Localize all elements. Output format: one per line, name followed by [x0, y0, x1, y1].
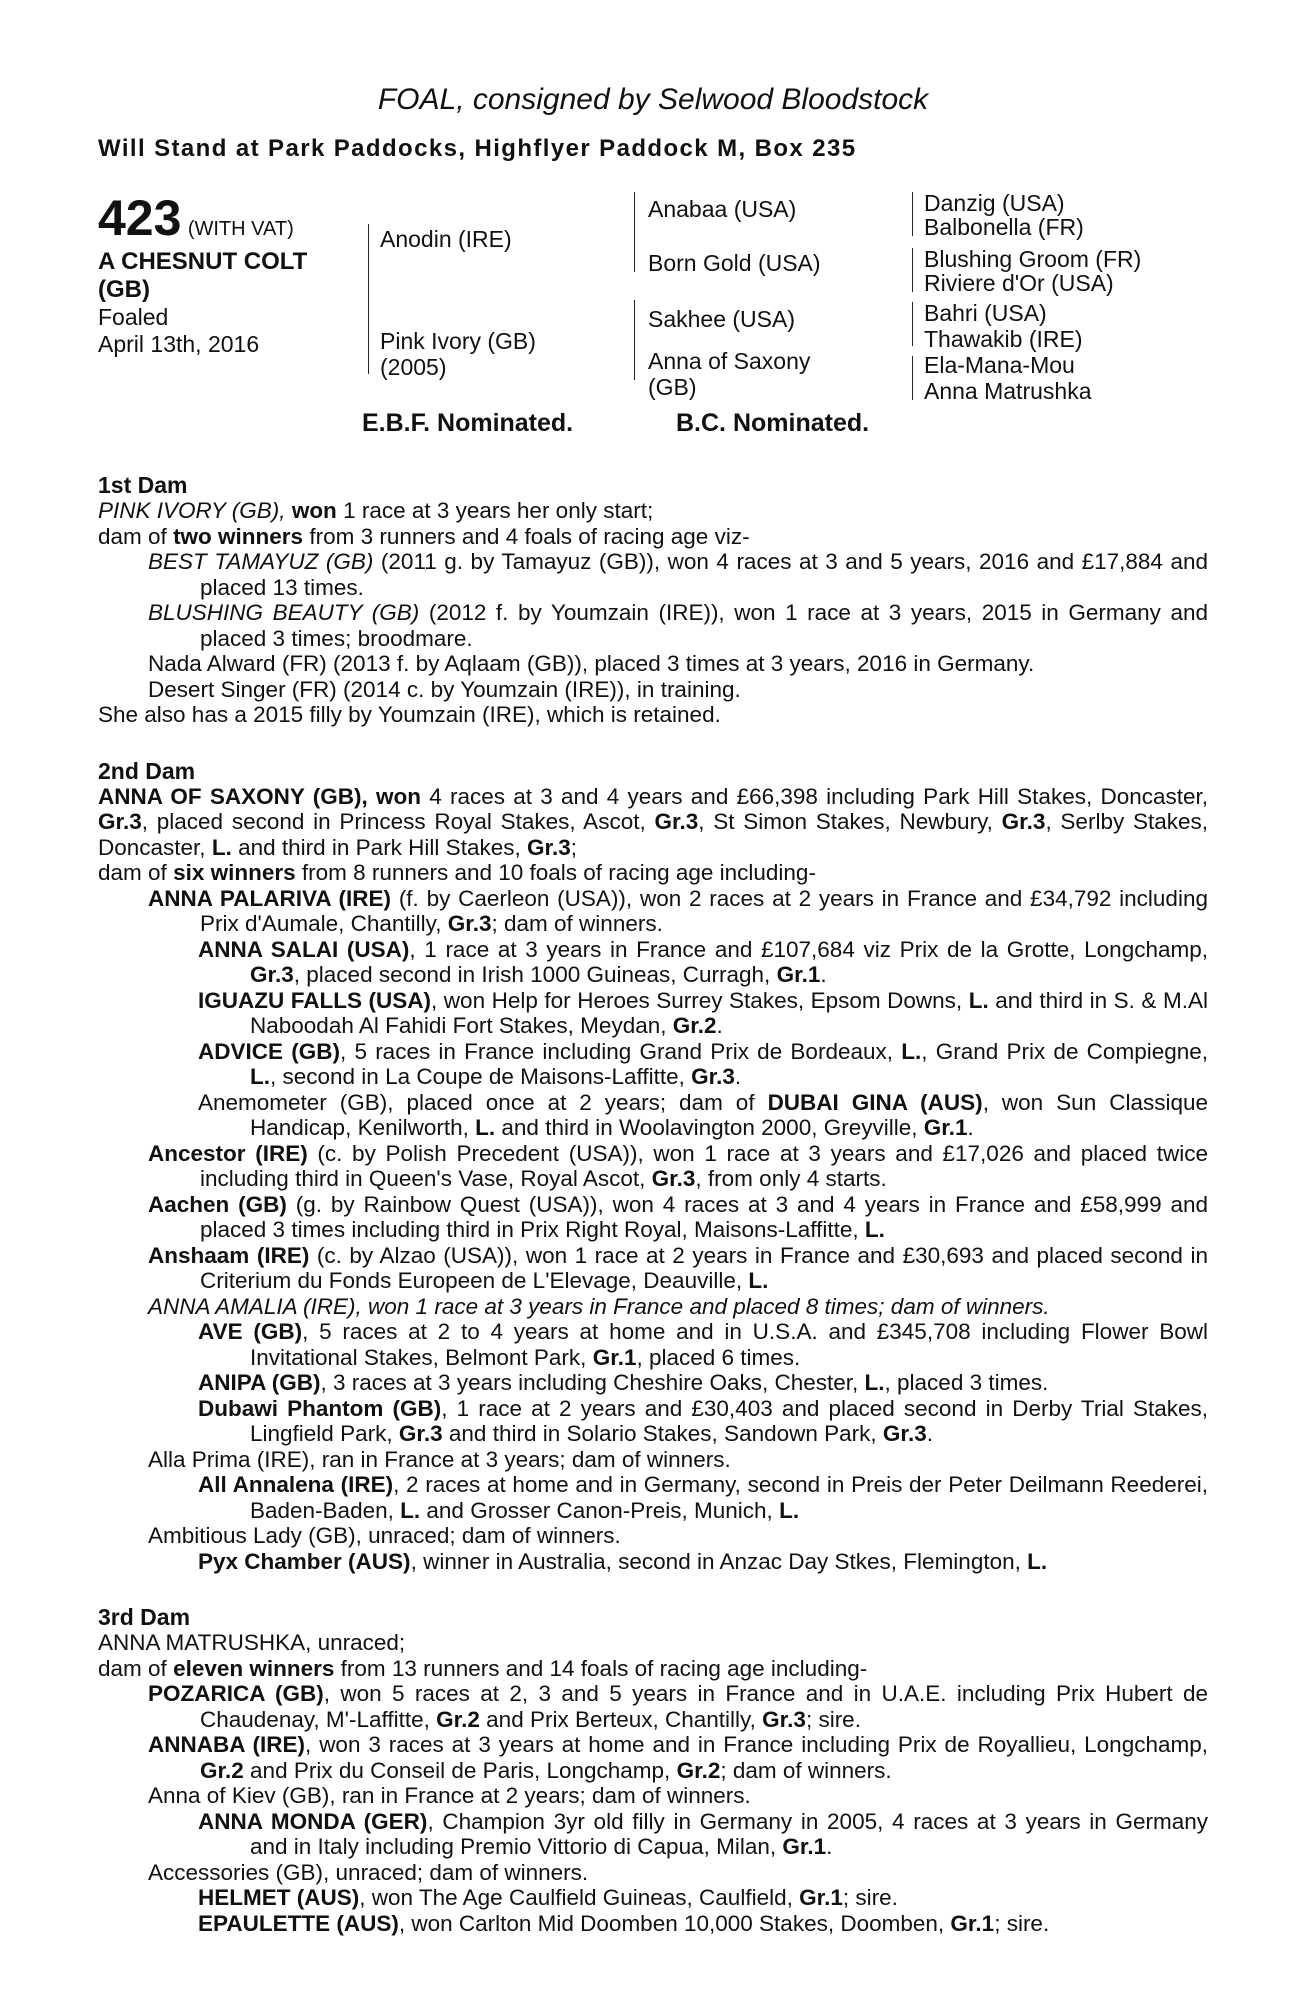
horse-name: IGUAZU FALLS (USA) [198, 987, 432, 1013]
grade: Gr.3 [651, 1166, 696, 1191]
produce-entry [98, 1809, 1208, 1860]
horse-name: Anshaam (IRE) [148, 1242, 310, 1268]
gen3-brace-2 [912, 248, 913, 292]
gen3-7: Ela-Mana-Mou [924, 352, 1075, 378]
horse-name: POZARICA (GB) [148, 1681, 324, 1706]
produce-entry [98, 600, 1208, 651]
race-text: , placed second in Princess Royal Stakes, Ascot, [141, 809, 646, 834]
grade: Gr.3 [98, 809, 142, 834]
gen3-brace-4 [912, 356, 913, 400]
grade: L. [1027, 1548, 1048, 1574]
runners-summary: from 3 runners and 4 foals of racing age viz- [309, 523, 750, 549]
grade: Gr.3 [1001, 809, 1046, 834]
sire-name: Anodin (IRE) [380, 226, 512, 252]
lot-number-line [98, 192, 294, 244]
gen3-1: Danzig (USA) [924, 190, 1065, 216]
punct: . [716, 1013, 723, 1038]
punct: ; [570, 834, 578, 860]
race-text: , won Help for Heroes Surrey Stakes, Epsom Downs, [431, 987, 963, 1013]
produce-entry [98, 1319, 1208, 1370]
grade: L. [901, 1038, 922, 1064]
grade: Gr.2 [676, 1757, 721, 1783]
race-text: ; dam of winners. [491, 911, 663, 936]
race-text: , St Simon Stakes, Newbury, [698, 809, 993, 834]
race-text: ; dam of winners. [720, 1757, 892, 1783]
dam-of: dam of [98, 860, 167, 885]
horse-name: Aachen (GB) [148, 1191, 287, 1217]
race-text: , 3 races at 3 years including Cheshire Oaks, Chester, [320, 1370, 859, 1395]
grade: Gr.3 [398, 1421, 443, 1446]
race-text: and third in Park Hill Stakes, [238, 834, 521, 860]
race-text: , 1 race at 2 years and £30,403 and placed second in Derby Trial Stakes, Lingfield Park, [250, 1395, 1208, 1446]
grade: L. [748, 1268, 769, 1293]
third-dam-heading: 3rd Dam [98, 1604, 191, 1630]
race-text: , winner in Australia, second in Anzac Day Stkes, Flemington, [410, 1548, 1021, 1574]
grade: L. [864, 1370, 885, 1395]
produce-entry [98, 1472, 1208, 1523]
produce-entry [98, 1549, 1208, 1575]
sire-line-brace [634, 192, 635, 272]
produce-entry [98, 1243, 1208, 1294]
horse-name: DUBAI GINA (AUS) [767, 1089, 983, 1115]
vat-label: (WITH VAT) [187, 218, 294, 240]
first-dam-produce-summary [98, 524, 1208, 550]
race-text: 4 races at 3 and 4 years and £66,398 including Park Hill Stakes, Doncaster, [429, 783, 1209, 809]
race-text: , 5 races in France including Grand Prix de Bordeaux, [339, 1038, 893, 1064]
race-text: and Prix du Conseil de Paris, Longchamp, [250, 1757, 671, 1783]
race-text: (g. by Rainbow Quest (USA)), won 4 races at 3 and 4 years in France and £58,999 and placed 3 times including third in Prix Right Royal, Maisons-Laffitte, [200, 1191, 1208, 1242]
third-dam-section [98, 1604, 1208, 1936]
horse-name: EPAULETTE (AUS) [198, 1910, 399, 1936]
race-text: , second in La Coupe de Maisons-Laffitte, [270, 1064, 685, 1089]
produce-entry [98, 1911, 1208, 1937]
dam-record: 1 race at 3 years her only start; [343, 498, 654, 523]
race-text: , placed second in Irish 1000 Guineas, Curragh, [293, 962, 771, 987]
retained-note: She also has a 2015 filly by Youmzain (IRE), which is retained. [98, 702, 721, 727]
second-dam-section [98, 758, 1208, 1575]
horse-name: AVE (GB) [198, 1319, 303, 1344]
third-dam-line: ANNA MATRUSHKA, unraced; [98, 1630, 406, 1655]
gen3-brace-1 [912, 192, 913, 236]
race-text: , won 3 races at 3 years at home and in France including Prix de Royallieu, Longchamp, [305, 1732, 1208, 1757]
dam-year: (2005) [380, 354, 447, 380]
race-text: , won Carlton Mid Doomben 10,000 Stakes, Doomben, [398, 1910, 945, 1936]
winners-count: two winners [173, 523, 304, 549]
second-dam-produce-summary [98, 860, 1208, 886]
race-text: and third in Solario Stakes, Sandown Park, [448, 1421, 877, 1446]
produce-entry [98, 549, 1208, 600]
race-text: and Grosser Canon-Preis, Munich, [426, 1497, 773, 1523]
grade: Gr.1 [923, 1115, 968, 1140]
produce-entry [98, 1090, 1208, 1141]
grade: Gr.3 [447, 911, 492, 936]
foaled-label: Foaled [98, 304, 169, 330]
produce-entry [98, 1039, 1208, 1090]
won-label: won [375, 783, 421, 809]
grade: L. [211, 834, 232, 860]
punct: . [826, 1834, 833, 1859]
dam-dam: Anna of Saxony [648, 348, 811, 374]
foaled-date: April 13th, 2016 [98, 331, 260, 357]
winners-count: eleven winners [173, 1655, 335, 1681]
first-dam-section [98, 472, 1208, 728]
produce-entry: Anna of Kiev (GB), ran in France at 2 years; dam of winners. [148, 1783, 751, 1808]
produce-entry: Nada Alward (FR) (2013 f. by Aqlaam (GB)), placed 3 times at 3 years, 2016 in Germany. [148, 651, 1035, 676]
punct: . [926, 1421, 933, 1446]
winners-count: six winners [173, 860, 296, 885]
race-text: , Serlby Stakes, Doncaster, [98, 809, 1208, 860]
produce-entry: Accessories (GB), unraced; dam of winners. [148, 1859, 589, 1885]
stand-location: Will Stand at Park Paddocks, Highflyer Paddock M, Box 235 [98, 135, 857, 162]
dam-of: dam of [98, 523, 167, 549]
grade: L. [779, 1497, 800, 1523]
produce-entry [98, 1370, 1208, 1396]
race-text: , placed 6 times. [636, 1344, 801, 1370]
grade: L. [400, 1497, 421, 1523]
race-text: , Champion 3yr old filly in Germany in 2005, 4 races at 3 years in Germany and in Italy including Premio Vittorio di Capua, Milan, [250, 1808, 1208, 1859]
produce-entry: Desert Singer (FR) (2014 c. by Youmzain (IRE)), in training. [148, 676, 741, 702]
dam-dam-country: (GB) [648, 374, 697, 400]
grade: Gr.1 [592, 1344, 637, 1370]
horse-name: ANIPA (GB) [198, 1370, 321, 1395]
sire-sire: Anabaa (USA) [648, 196, 797, 222]
dam-sire: Sakhee (USA) [648, 306, 796, 332]
grade: Gr.2 [672, 1013, 717, 1038]
race-text: , Grand Prix de Compiegne, [921, 1038, 1209, 1064]
first-dam-line [98, 498, 1208, 524]
horse-name: ANNABA (IRE) [148, 1732, 306, 1757]
consignment-line: FOAL, consigned by Selwood Bloodstock [377, 83, 929, 116]
race-text: and Prix Berteux, Chantilly, [486, 1706, 756, 1732]
punct: . [967, 1115, 974, 1140]
race-text: (c. by Alzao (USA)), won 1 race at 2 years in France and £30,693 and placed second in Criterium du Fonds Europeen de L'Elevage, Deauville, [200, 1242, 1208, 1293]
ebf-nominated: E.B.F. Nominated. [362, 409, 574, 437]
race-text: , from only 4 starts. [695, 1166, 887, 1191]
first-dam-heading: 1st Dam [98, 472, 188, 498]
produce-entry: Ambitious Lady (GB), unraced; dam of winners. [148, 1523, 621, 1548]
dam-name: Pink Ivory (GB) [380, 328, 536, 354]
grade: Gr.1 [776, 962, 821, 987]
dam-of: dam of [98, 1655, 167, 1681]
grade: Gr.2 [436, 1706, 480, 1732]
third-dam-produce-summary [98, 1656, 1208, 1682]
produce-entry: Alla Prima (IRE), ran in France at 3 years; dam of winners. [148, 1446, 731, 1472]
gen3-8: Anna Matrushka [924, 378, 1092, 404]
grade: Gr.3 [762, 1706, 806, 1732]
lot-description-country: (GB) [98, 276, 150, 303]
horse-record: (2012 f. by Youmzain (IRE)), won 1 race at 3 years, 2015 in Germany and placed 3 times; broodmare. [200, 600, 1208, 651]
produce-entry [98, 1732, 1208, 1783]
catalogue-page [98, 82, 1208, 1936]
produce-entry: ANNA AMALIA (IRE), won 1 race at 3 years in France and placed 8 times; dam of winners. [148, 1293, 1050, 1319]
grade: Gr.3 [250, 962, 294, 987]
grade: Gr.3 [526, 834, 571, 860]
produce-entry [98, 886, 1208, 937]
race-text: (c. by Polish Precedent (USA)), won 1 race at 3 years and £17,026 and placed twice including third in Queen's Vase, Royal Ascot, [200, 1140, 1208, 1191]
won-label: won [291, 498, 337, 523]
sire-dam-brace [368, 224, 369, 374]
race-text: , won 5 races at 2, 3 and 5 years in France and in U.A.E. including Prix Hubert de Chaudenay, M'-Laffitte, [200, 1681, 1208, 1732]
race-text: ; sire. [994, 1910, 1050, 1936]
grade: L. [968, 987, 989, 1013]
race-text: , 5 races at 2 to 4 years at home and in U.S.A. and £345,708 including Flower Bowl Invitational Stakes, Belmont Park, [250, 1319, 1208, 1370]
gen3-brace-3 [912, 302, 913, 346]
second-dam-line [98, 784, 1208, 861]
grade: L. [250, 1064, 270, 1089]
produce-entry [98, 937, 1208, 988]
lot-number: 423 [98, 190, 182, 246]
lot-description: A CHESNUT COLT [98, 248, 308, 275]
race-text: , 2 races at home and in Germany, second in Preis der Peter Deilmann Reederei, Baden-Baden, [250, 1472, 1208, 1523]
horse-name: Dubawi Phantom (GB) [198, 1395, 442, 1421]
race-text: and third in S. & M.Al Naboodah Al Fahidi Fort Stakes, Meydan, [250, 987, 1208, 1038]
gen3-4: Riviere d'Or (USA) [924, 270, 1114, 296]
horse-name: Ancestor (IRE) [148, 1140, 308, 1166]
runners-summary: from 8 runners and 10 foals of racing age including- [301, 860, 816, 885]
gen3-2: Balbonella (FR) [924, 214, 1084, 240]
produce-entry [98, 1885, 1208, 1911]
race-text: (f. by Caerleon (USA)), won 2 races at 2 years in France and £34,792 including Prix d'Aumale, Chantilly, [200, 885, 1208, 936]
bc-nominated: B.C. Nominated. [676, 409, 870, 437]
produce-entry [98, 988, 1208, 1039]
punct: . [734, 1064, 742, 1089]
horse-name: BLUSHING BEAUTY (GB) [148, 600, 420, 625]
horse-name: BEST TAMAYUZ (GB) [148, 549, 374, 574]
gen3-6: Thawakib (IRE) [924, 326, 1083, 352]
dam-line-brace [634, 300, 635, 380]
gen3-5: Bahri (USA) [924, 300, 1047, 326]
grade: Gr.1 [799, 1885, 843, 1910]
produce-entry [98, 1396, 1208, 1447]
grade: L. [864, 1217, 885, 1242]
race-text: ; sire. [805, 1706, 861, 1732]
race-text: Anemometer (GB), placed once at 2 years; dam of [198, 1089, 755, 1115]
grade: Gr.3 [654, 809, 699, 834]
race-text: , won Sun Classique Handicap, Kenilworth, [250, 1089, 1208, 1140]
grade: Gr.1 [782, 1834, 827, 1859]
race-text: and third in Woolavington 2000, Greyville, [501, 1115, 918, 1140]
race-text: ; sire. [842, 1885, 898, 1910]
gen3-3: Blushing Groom (FR) [924, 246, 1142, 272]
horse-name: ADVICE (GB) [198, 1038, 340, 1064]
grade: Gr.1 [950, 1910, 995, 1936]
horse-record: (2011 g. by Tamayuz (GB)), won 4 races at 3 and 5 years, 2016 and £17,884 and placed 13 times. [200, 549, 1208, 600]
horse-name: Pyx Chamber (AUS) [198, 1548, 411, 1574]
second-dam-heading: 2nd Dam [98, 757, 196, 784]
pedigree-block [98, 192, 1208, 442]
produce-entry [98, 1141, 1208, 1192]
horse-name: ANNA MONDA (GER) [198, 1808, 428, 1834]
grade: Gr.2 [200, 1757, 244, 1783]
produce-entry [98, 1681, 1208, 1732]
race-text: , placed 3 times. [884, 1370, 1049, 1395]
sire-dam: Born Gold (USA) [648, 250, 821, 276]
race-text: , 1 race at 3 years in France and £107,684 viz Prix de la Grotte, Longchamp, [409, 936, 1208, 962]
horse-name: HELMET (AUS) [198, 1885, 360, 1910]
runners-summary: from 13 runners and 14 foals of racing age including- [340, 1655, 868, 1681]
horse-name: ANNA SALAI (USA) [198, 936, 410, 962]
dam-name: PINK IVORY (GB), [98, 498, 286, 523]
horse-name: All Annalena (IRE) [198, 1472, 394, 1497]
grade: L. [475, 1115, 496, 1140]
produce-entry [98, 1192, 1208, 1243]
grade: Gr.3 [691, 1064, 735, 1089]
race-text: , won The Age Caulfield Guineas, Caulfield, [359, 1885, 793, 1910]
grade: Gr.3 [882, 1421, 927, 1446]
punct: . [820, 962, 827, 987]
horse-name: ANNA PALARIVA (IRE) [148, 885, 392, 911]
dam-name: ANNA OF SAXONY (GB), [98, 783, 368, 809]
